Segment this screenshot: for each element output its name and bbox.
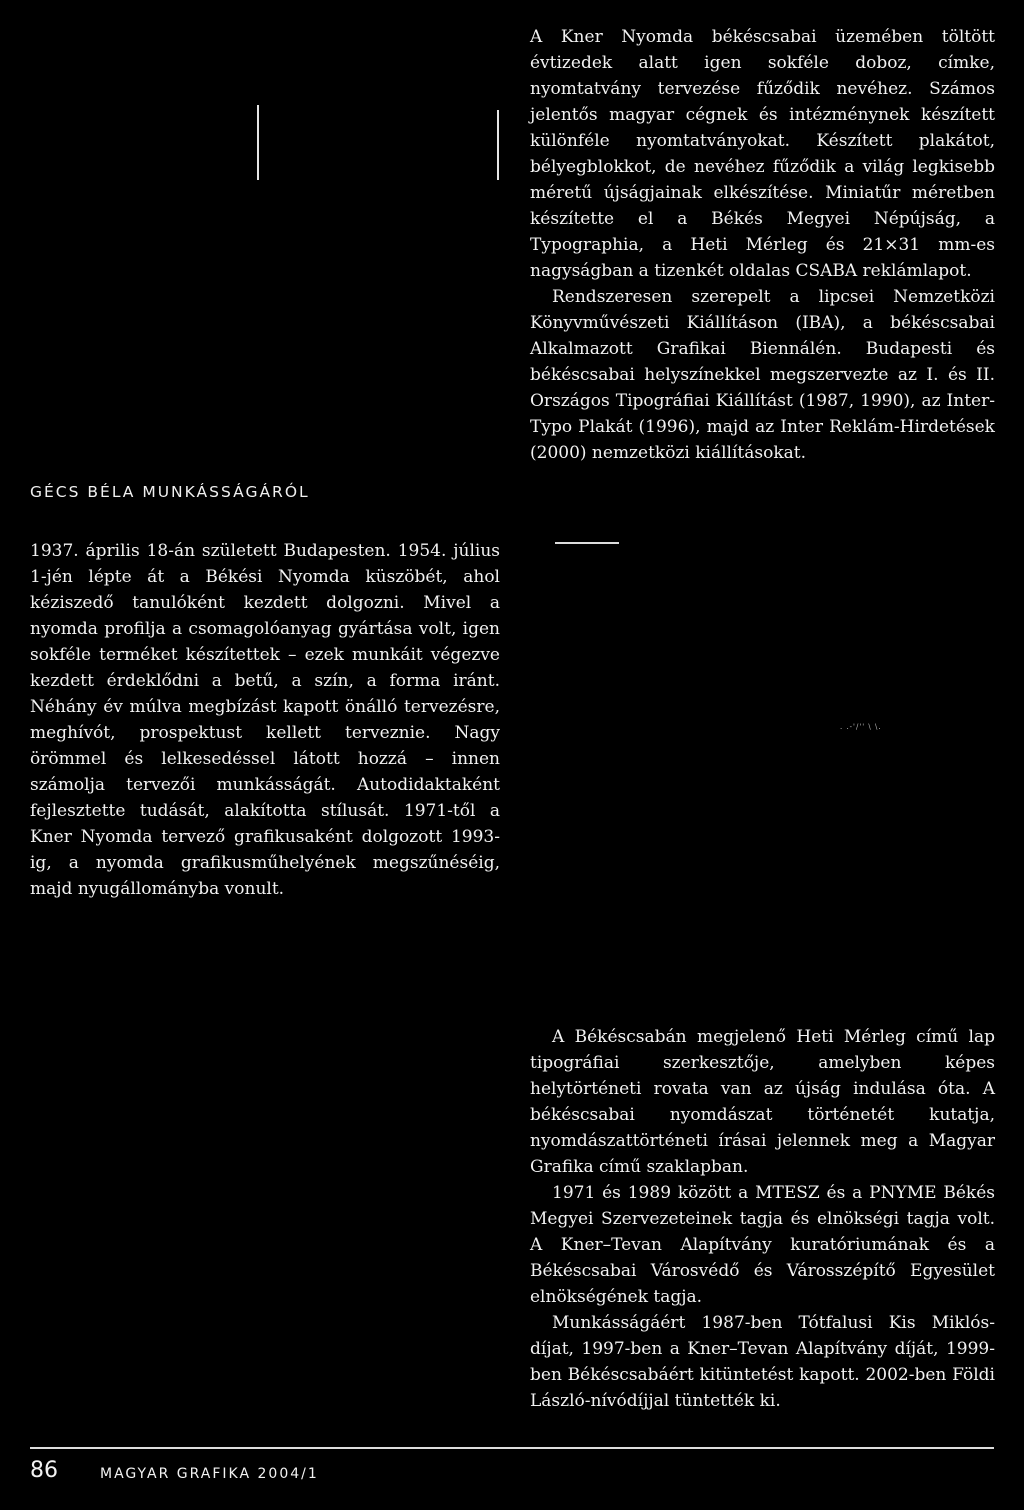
left-column-text bbox=[30, 538, 500, 902]
stray-marks: . .-'/'' \ \. bbox=[840, 723, 882, 731]
right-bottom-paragraph-3: Munkásságáért 1987-ben Tótfalusi Kis Miklós-díjat, 1997-ben a Kner–Tevan Alapítvány díját, 1999-ben Békéscsabáért kitüntetést kapott. 2002-ben Földi László-nívódíjjal tüntették ki. bbox=[530, 1313, 995, 1411]
right-bottom-column-text bbox=[530, 1024, 995, 1414]
right-top-paragraph-1: A Kner Nyomda békéscsabai üzemében töltött évtizedek alatt igen sokféle doboz, címke, nyomtatvány tervezése fűződik nevéhez. Számos jelentős magyar cégnek és intézménynek készített különféle nyomtatványokat. Készített plakátot, bélyegblokkot, de nevéhez fűződik a világ legkisebb méretű újságjainak elkészítése. Miniatűr méretben készítette el a Békés Megyei Népújság, a Typographia, a Heti Mérleg és 21×31 mm-es nagyságban a tizenkét oldalas CSABA reklámlapot. bbox=[530, 27, 995, 281]
left-vertical-line bbox=[257, 105, 259, 180]
footer-rule bbox=[30, 1447, 994, 1449]
separator-dash bbox=[555, 542, 619, 544]
right-vertical-line bbox=[497, 110, 499, 180]
right-bottom-paragraph-2: 1971 és 1989 között a MTESZ és a PNYME Békés Megyei Szervezeteinek tagja és elnökségi tagja volt. A Kner–Tevan Alapítvány kuratóriumának és a Békéscsabai Városvédő és Városszépítő Egyesület elnökségének tagja. bbox=[530, 1183, 995, 1307]
right-top-column-text bbox=[530, 24, 995, 466]
page-number: 86 bbox=[30, 1458, 58, 1483]
section-heading: GÉCS BÉLA MUNKÁSSÁGÁRÓL bbox=[30, 483, 310, 501]
journal-name: MAGYAR GRAFIKA 2004/1 bbox=[100, 1466, 319, 1482]
right-bottom-paragraph-1: A Békéscsabán megjelenő Heti Mérleg című lap tipográfiai szerkesztője, amelyben képes helytörténeti rovata van az újság indulása óta. A békéscsabai nyomdászat történetét kutatja, nyomdászattörténeti írásai jelennek meg a Magyar Grafika című szaklapban. bbox=[530, 1027, 995, 1177]
left-paragraph-1: 1937. április 18-án született Budapesten. 1954. július 1-jén lépte át a Békési Nyomda küszöbét, ahol kéziszedő tanulóként kezdett dolgozni. Mivel a nyomda profilja a csomagolóanyag gyártása volt, igen sokféle terméket készítettek – ezek munkáit végezve kezdett érdeklődni a betű, a szín, a forma iránt. Néhány év múlva megbízást kapott önálló tervezésre, meghívót, prospektust kellett terveznie. Nagy örömmel és lelkesedéssel látott hozzá – innen számolja tervezői munkásságát. Autodidaktaként fejlesztette tudását, alakította stílusát. 1971-től a Kner Nyomda tervező grafikusaként dolgozott 1993-ig, a nyomda grafikusműhelyének megszűnéséig, majd nyugállományba vonult. bbox=[30, 541, 500, 899]
right-top-paragraph-2: Rendszeresen szerepelt a lipcsei Nemzetközi Könyvművészeti Kiállításon (IBA), a békéscsabai Alkalmazott Grafikai Biennálén. Budapesti és békéscsabai helyszínekkel megszervezte az I. és II. Országos Tipográfiai Kiállítást (1987, 1990), az Inter-Typo Plakát (1996), majd az Inter Reklám-Hirdetések (2000) nemzetközi kiállításokat. bbox=[530, 287, 995, 463]
